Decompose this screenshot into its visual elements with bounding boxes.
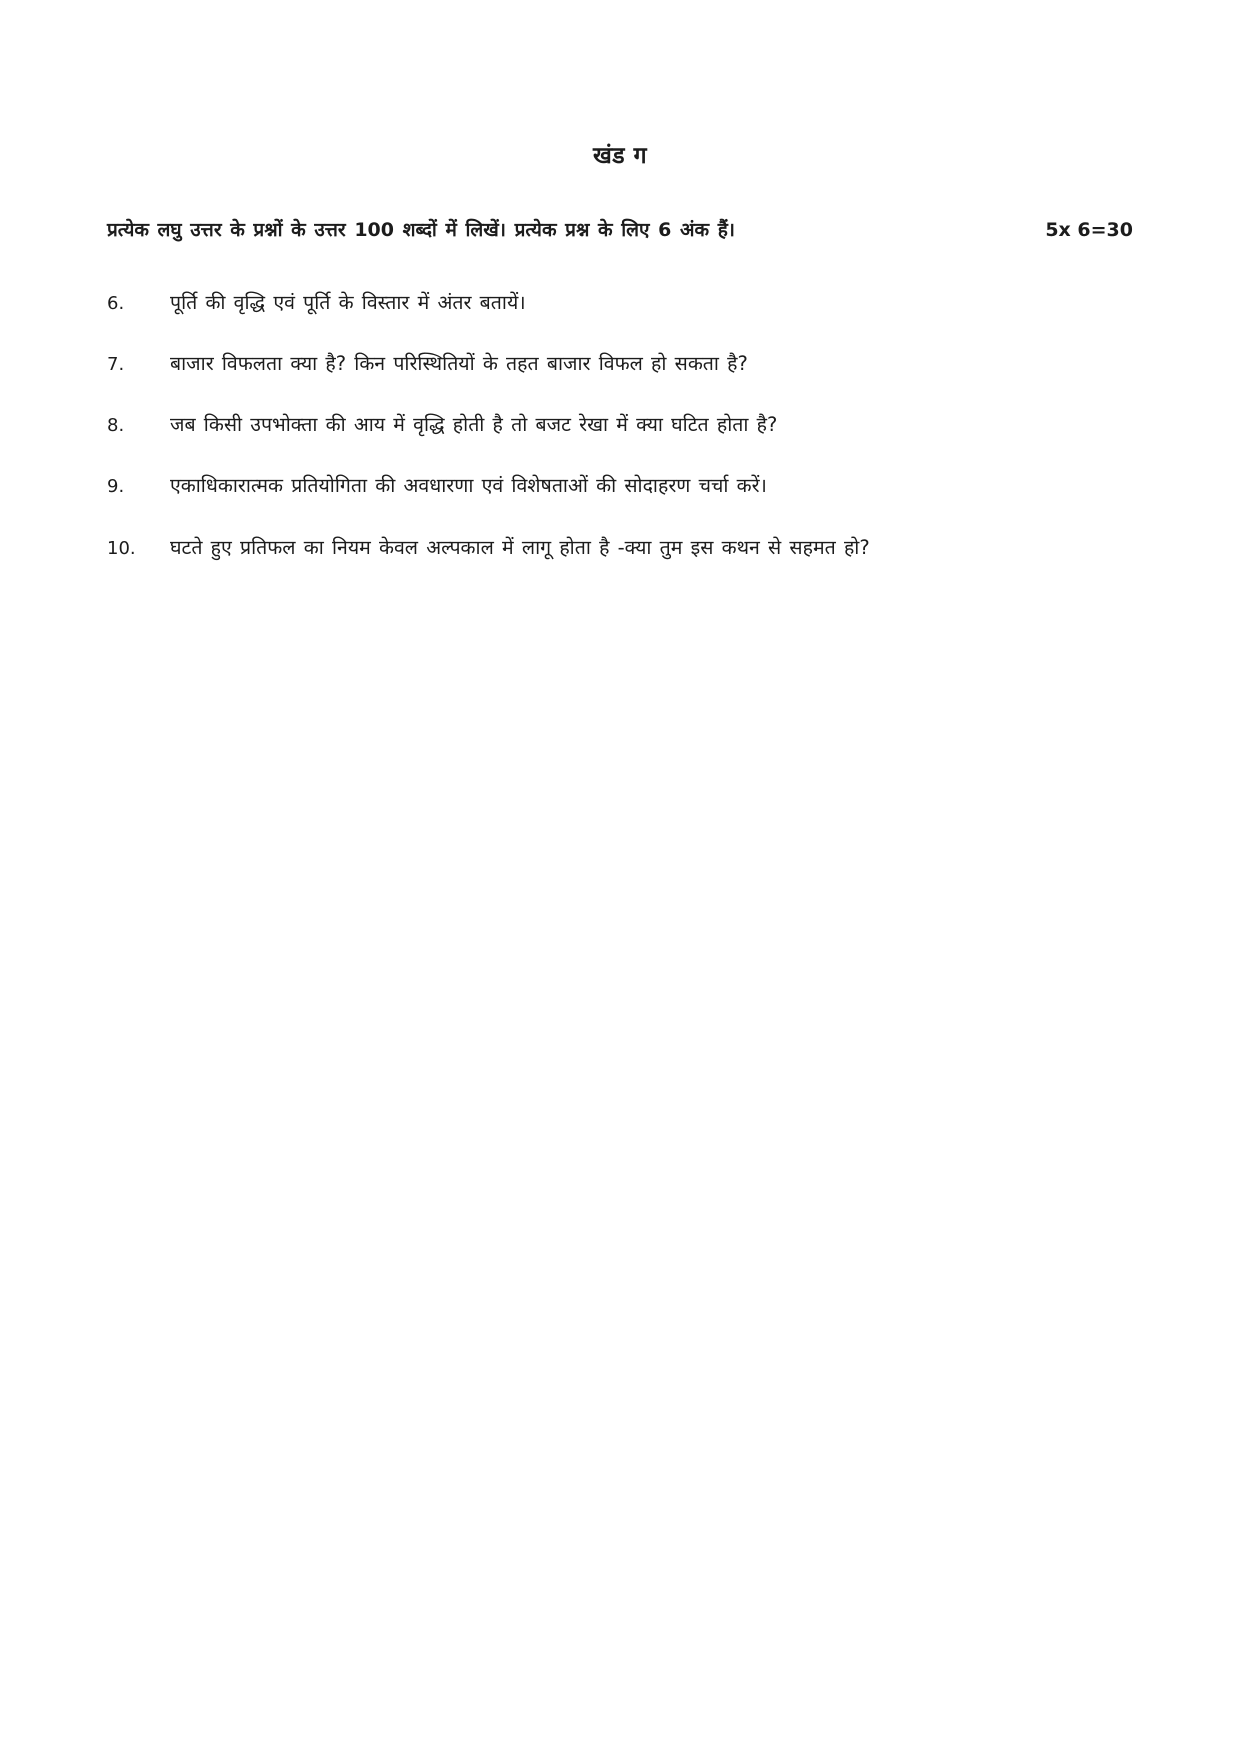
question-text: घटते हुए प्रतिफल का नियम केवल अल्पकाल में लागू होता है -क्या तुम इस कथन से सहमत हो? bbox=[170, 535, 870, 559]
instruction-text: प्रत्येक लघु उत्तर के प्रश्नों के उत्तर 100 शब्दों में लिखें। प्रत्येक प्रश्न के लिए 6 अंक हैं। bbox=[107, 219, 735, 241]
question-number: 10. bbox=[107, 537, 136, 559]
question-row bbox=[107, 411, 1133, 439]
question-text: एकाधिकारात्मक प्रतियोगिता की अवधारणा एवं विशेषताओं की सोदाहरण चर्चा करें। bbox=[170, 474, 767, 498]
question-row bbox=[107, 289, 1133, 317]
question-text: पूर्ति की वृद्धि एवं पूर्ति के विस्तार में अंतर बतायें। bbox=[170, 290, 526, 314]
question-row bbox=[107, 472, 1133, 500]
marks-value: 5x 6=30 bbox=[1045, 219, 1133, 241]
question-number: 7. bbox=[107, 353, 125, 375]
question-list bbox=[107, 289, 1133, 562]
question-row bbox=[107, 534, 1133, 562]
question-row bbox=[107, 350, 1133, 378]
question-text: बाजार विफलता क्या है? किन परिस्थितियों के तहत बाजार विफल हो सकता है? bbox=[170, 351, 748, 375]
question-text: जब किसी उपभोक्ता की आय में वृद्धि होती है तो बजट रेखा में क्या घटित होता है? bbox=[170, 413, 778, 437]
question-number: 6. bbox=[107, 292, 125, 314]
question-number: 9. bbox=[107, 476, 125, 498]
question-number: 8. bbox=[107, 415, 125, 437]
section-title: खंड ग bbox=[592, 143, 648, 169]
instruction-row bbox=[107, 216, 1133, 245]
